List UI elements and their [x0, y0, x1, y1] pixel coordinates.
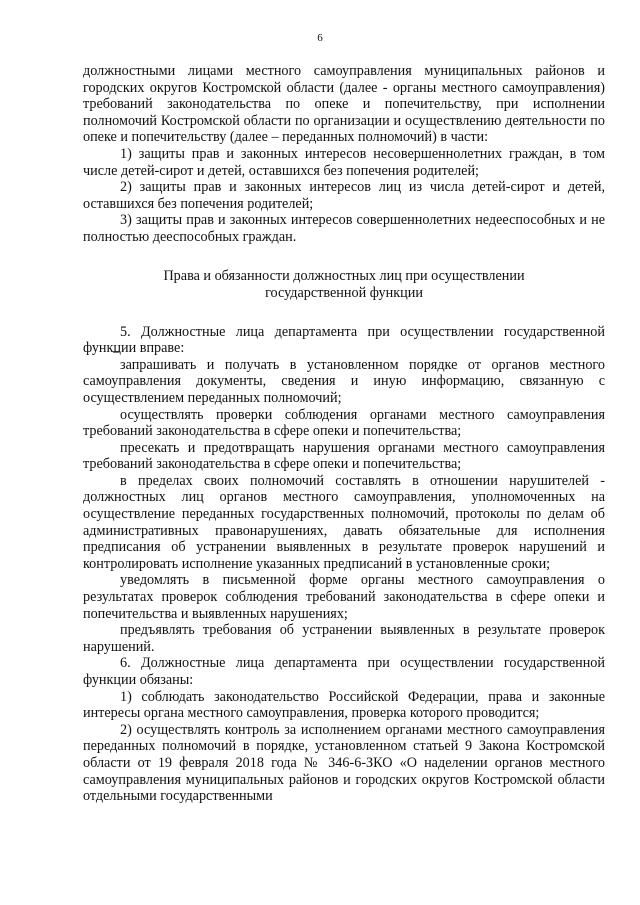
right-item-2: осуществлять проверки соблюдения органами местного самоуправления требований законодательства в сфере опеки и попечительства;: [83, 406, 605, 440]
duty-item-1: 1) соблюдать законодательство Российской Федерации, права и законные интересы органа местного самоуправления, проверка которого проводится;: [83, 688, 605, 722]
right-item-3: пресекать и предотвращать нарушения органами местного самоуправления требований законодательства в сфере опеки и попечительства;: [83, 439, 605, 473]
paragraph-6: 6. Должностные лица департамента при осуществлении государственной функции обязаны:: [83, 655, 605, 688]
right-item-4: в пределах своих полномочий составлять в отношении нарушителей - должностных лиц органов местного самоуправления, уполномоченных на осуществление переданных государственных полномочий, протоколы по делам об административных правонарушениях, давать обязательные для исполнения предписания об устранении выявленных в результате проверок нарушений и контролировать исполнение указанных предписаний в установленные сроки;: [83, 472, 605, 572]
paragraph-5: 5. Должностные лица департамента при осуществлении государственной функции вправе:: [83, 323, 605, 357]
list-item-1: 1) защиты прав и законных интересов несовершеннолетних граждан, в том числе детей-сирот и детей, оставшихся без попечения родителей;: [83, 145, 605, 179]
page-number: 6: [317, 32, 323, 44]
section-heading-line-2: государственной функции: [265, 284, 423, 301]
document-body: [83, 63, 605, 805]
paragraph-continuation: должностными лицами местного самоуправления муниципальных районов и городских округов Костромской области (далее - органы местного самоуправления) требований законодательства по опеке и попечительству, при исполнении полномочий Костромской области по организации и осуществлению деятельности по опеке и попечительству (далее – переданных полномочий) в части:: [83, 63, 605, 146]
right-item-5: уведомлять в письменной форме органы местного самоуправления о результатах проверок соблюдения требований законодательства в сфере опеки и попечительства и выявленных нарушениях;: [83, 572, 605, 622]
right-item-6: предъявлять требования об устранении выявленных в результате проверок нарушений.: [83, 622, 605, 655]
section-heading: [83, 268, 605, 302]
list-item-3: 3) защиты прав и законных интересов совершеннолетних недееспособных и не полностью дееспособных граждан.: [83, 212, 605, 245]
list-item-2: 2) защиты прав и законных интересов лиц из числа детей-сирот и детей, оставшихся без попечения родителей;: [83, 179, 605, 212]
right-item-1: запрашивать и получать в установленном порядке от органов местного самоуправления документы, сведения и иную информацию, связанную с осуществлением переданных полномочий;: [83, 356, 605, 406]
duty-item-2: 2) осуществлять контроль за исполнением органами местного самоуправления переданных полномочий в порядке, установленном статьей 9 Закона Костромской области от 19 февраля 2018 года № 346-6-ЗКО «О наделении органов местного самоуправления муниципальных районов и городских округов Костромской области отдельными государственными: [83, 721, 605, 805]
section-heading-line-1: Права и обязанности должностных лиц при осуществлении: [163, 267, 525, 284]
